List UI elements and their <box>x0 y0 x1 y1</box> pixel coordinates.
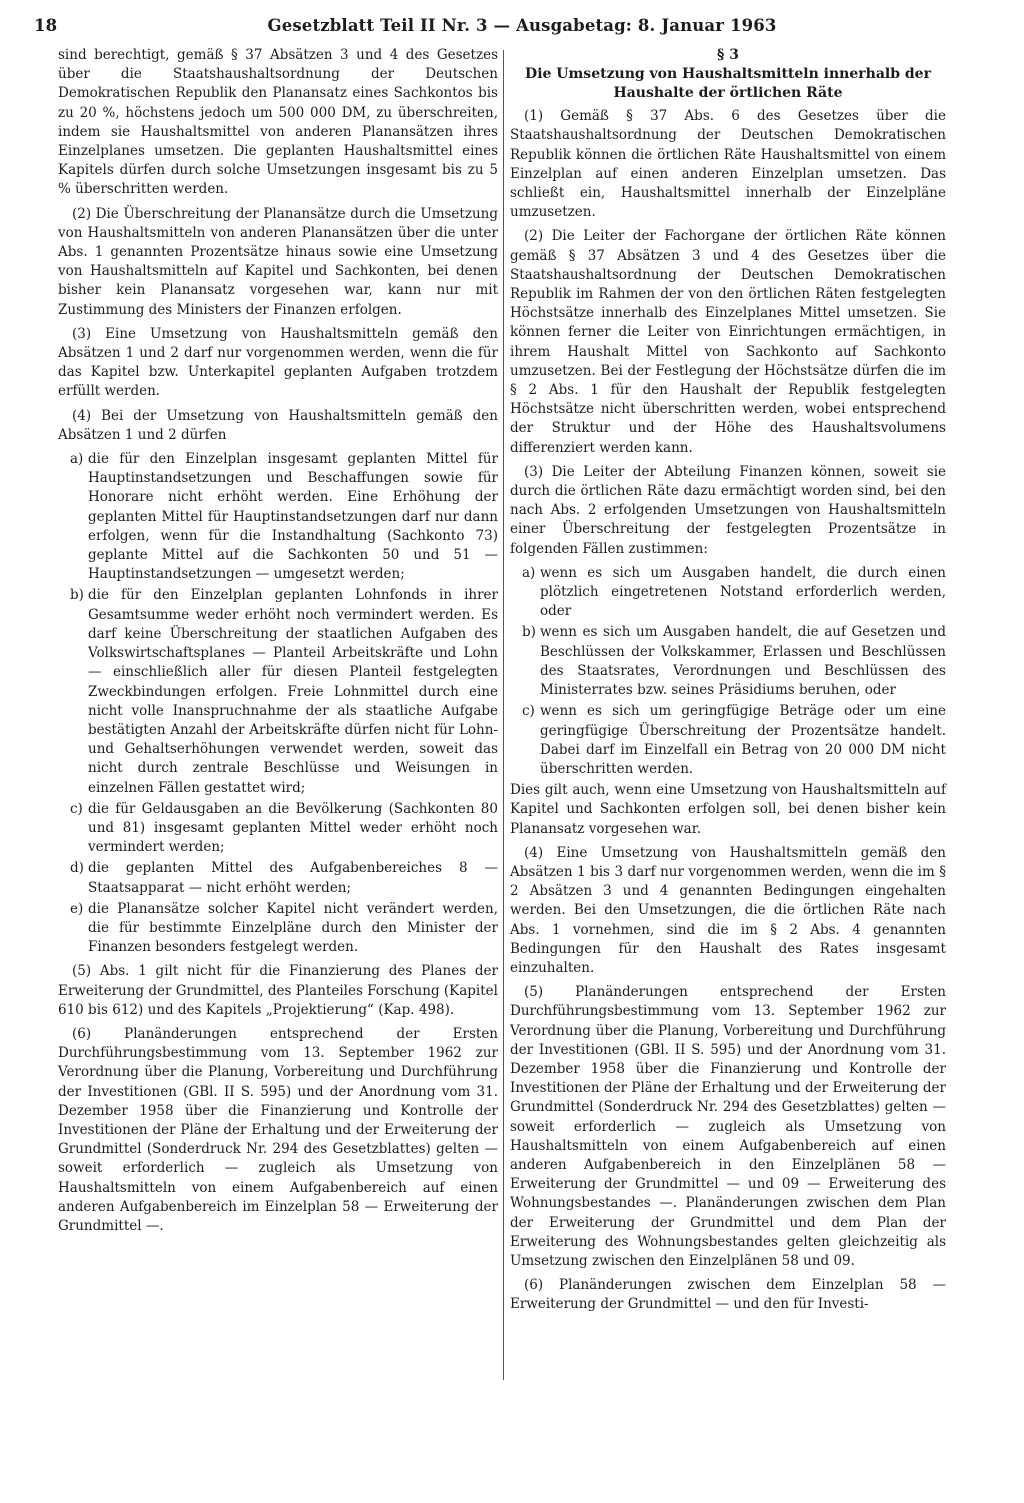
page-number: 18 <box>34 15 58 35</box>
list-text: die geplanten Mittel des Aufgabenbereiches 8 — Staatsapparat — nicht erhöht werden; <box>88 860 498 896</box>
list-label: c) <box>522 703 535 720</box>
list-text: wenn es sich um Ausgaben handelt, die durch einen plötzlich eingetretenen Notstand erforderlich werden, oder <box>540 564 946 620</box>
list-item-a <box>58 450 498 584</box>
list-item-b <box>510 623 946 700</box>
list-text: wenn es sich um geringfügige Beträge oder um eine geringfügige Überschreitung der Prozentsätze handelt. Dabei darf im Einzelfall ein Betrag von 20 000 DM nicht überschritten werden. <box>540 703 946 777</box>
column-divider <box>503 50 504 1380</box>
list-text: wenn es sich um Ausgaben handelt, die auf Gesetzen und Beschlüssen der Volkskammer, Erlassen und Beschlüssen des Staatsrates, Verordnungen und Beschlüssen des Ministerrates bzw. seines Präsidiums beruhen, oder <box>540 624 946 699</box>
paragraph-1-continued: sind berechtigt, gemäß § 37 Absätzen 3 und 4 des Gesetzes über die Staatshaushaltsordnung der Deutschen Demokratischen Republik den Planansatz eines Sachkontos bis zu 20 %, höchstens jedoch um 500 000 DM, zu überschreiten, indem sie Haushaltsmittel von anderen Planansätzen ihres Einzelplanes umsetzen. Die geplanten Haushaltsmittel eines Kapitels dürfen durch solche Umsetzungen insgesamt bis zu 5 % überschritten werden. <box>58 47 498 198</box>
paragraph-3-tail: Dies gilt auch, wenn eine Umsetzung von Haushaltsmitteln auf Kapitel und Sachkonten erfolgen soll, bei denen bisher kein Planansatz vorgesehen war. <box>510 782 946 837</box>
list-label: e) <box>70 900 84 917</box>
left-column <box>58 46 498 1241</box>
list-text: die für Geldausgaben an die Bevölkerung (Sachkonten 80 und 81) insgesamt geplanten Mittel weder erhöht noch vermindert werden; <box>88 800 498 856</box>
running-head: Gesetzblatt Teil II Nr. 3 — Ausgabetag: 8. Januar 1963 <box>267 15 777 35</box>
paragraph-6: (6) Planänderungen entsprechend der Ersten Durchführungsbestimmung vom 13. September 1962 zur Verordnung über die Planung, Vorbereitung und Durchführung der Investitionen (GBl. II S. 595) und der Anordnung vom 31. Dezember 1958 über die Finanzierung und Kontrolle der Investitionen der Pläne der Erhaltung und der Erweiterung der Grundmittel (Sonderdruck Nr. 294 des Gesetzblattes) gelten — soweit erforderlich — zugleich als Umsetzung von Haushaltsmitteln von einem Aufgabenbereich auf einen anderen Aufgabenbereich im Einzelplan 58 — Erweiterung der Grundmittel —. <box>58 1025 498 1234</box>
list-item-c <box>510 702 946 779</box>
list-item-a <box>510 564 946 622</box>
page-header <box>34 10 992 40</box>
section-title: Die Umsetzung von Haushaltsmitteln innerhalb der Haushalte der örtlichen Räte <box>525 66 931 102</box>
list-label: b) <box>70 587 84 604</box>
list-label: b) <box>522 624 536 641</box>
paragraph-5: (5) Abs. 1 gilt nicht für die Finanzierung des Planes der Erweiterung der Grundmittel, des Planteiles Forschung (Kapitel 610 bis 612) und des Kapitels „Projektierung“ (Kap. 498). <box>58 963 498 1018</box>
paragraph-3: (3) Die Leiter der Abteilung Finanzen können, soweit sie durch die örtlichen Räte dazu ermächtigt worden sind, bei den nach Abs. 2 erfolgenden Umsetzungen von Haushaltsmitteln einer Überschreitung der festgelegten Prozentsätze in folgenden Fällen zustimmen: <box>510 463 946 557</box>
paragraph-1: (1) Gemäß § 37 Abs. 6 des Gesetzes über die Staatshaushaltsordnung der Deutschen Demokratischen Republik können die örtlichen Räte Haushaltsmittel von einem Einzelplan auf einen anderen Einzelplan umsetzen. Das schließt ein, Haushaltsmittel innerhalb der Einzelpläne umzusetzen. <box>510 108 946 221</box>
list-text: die für den Einzelplan insgesamt geplanten Mittel für Hauptinstandsetzungen und Beschaffungen sowie für Honorare nicht erhöht werden. Eine Erhöhung der geplanten Mittel für Hauptinstandsetzungen darf nur dann erfolgen, wenn für die Instandhaltung (Sachkonto 73) geplante Mittel auf die Sachkonten 50 und 51 — Hauptinstandsetzungen — umgesetzt werden; <box>88 451 498 583</box>
paragraph-4: (4) Eine Umsetzung von Haushaltsmitteln gemäß den Absätzen 1 bis 3 darf nur vorgenommen werden, wenn die im § 2 Absätzen 3 und 4 genannten Bedingungen eingehalten werden. Bei den Umsetzungen, die die örtlichen Räte nach Abs. 1 vornehmen, sind die im § 2 Abs. 4 genannten Bedingungen für den Haushalt des Rates insgesamt einzuhalten. <box>510 844 946 976</box>
list-label: a) <box>522 564 536 581</box>
right-column <box>510 46 946 1320</box>
section-number: § 3 <box>717 47 739 63</box>
list-text: die Planansätze solcher Kapitel nicht verändert werden, die für bestimmte Einzelpläne durch den Minister der Finanzen besonders festgelegt werden. <box>88 900 498 956</box>
paragraph-3: (3) Eine Umsetzung von Haushaltsmitteln gemäß den Absätzen 1 und 2 darf nur vorgenommen werden, wenn die für das Kapitel bzw. Unterkapitel geplanten Aufgaben trotzdem erfüllt werden. <box>58 325 498 400</box>
list-item-b <box>58 586 498 797</box>
paragraph-5: (5) Planänderungen entsprechend der Ersten Durchführungsbestimmung vom 13. September 1962 zur Verordnung über die Planung, Vorbereitung und Durchführung der Investitionen (GBl. II S. 595) und der Anordnung vom 31. Dezember 1958 über die Finanzierung und Kontrolle der Investitionen der Pläne der Erhaltung und der Erweiterung der Grundmittel (Sonderdruck Nr. 294 des Gesetzblattes) gelten — soweit erforderlich — zugleich als Umsetzung von Haushaltsmitteln von einem Aufgabenbereich auf einen anderen Aufgabenbereich in den Einzelplänen 58 — Erweiterung der Grundmittel — und 09 — Erweiterung des Wohnungsbestandes —. Planänderungen zwischen dem Plan der Erweiterung der Grundmittel und dem Plan der Erweiterung des Wohnungsbestandes gelten gleichzeitig als Umsetzung zwischen den Einzelplänen 58 und 09. <box>510 984 946 1269</box>
list-label: d) <box>70 860 84 877</box>
paragraph-6: (6) Planänderungen zwischen dem Einzelplan 58 — Erweiterung der Grundmittel — und den für Investi- <box>510 1277 946 1313</box>
paragraph-2: (2) Die Überschreitung der Planansätze durch die Umsetzung von Haushaltsmitteln von anderen Planansätzen über die unter Abs. 1 genannten Prozentsätze hinaus sowie eine Umsetzung von Haushaltsmitteln auf Kapitel und Sachkonten, bei denen bisher kein Planansatz vorgesehen war, kann nur mit Zustimmung des Ministers der Finanzen erfolgen. <box>58 205 498 318</box>
paragraph-4: (4) Bei der Umsetzung von Haushaltsmitteln gemäß den Absätzen 1 und 2 dürfen <box>58 407 498 443</box>
list-item-e <box>58 900 498 958</box>
list-text: die für den Einzelplan geplanten Lohnfonds in ihrer Gesamtsumme weder erhöht noch vermindert werden. Es darf keine Überschreitung der staatlichen Aufgaben des Volkswirtschaftsplanes — Planteil Arbeitskräfte und Lohn — einschließlich aller für diesen Planteil festgelegten Zweckbindungen erfolgen. Freie Lohnmittel durch eine nicht volle Inanspruchnahme der als staatliche Aufgabe bestätigten Anzahl der Arbeitskräfte dürfen nicht für Lohn- und Gehaltserhöhungen verwendet werden, soweit das nicht durch zentrale Beschlüsse und Weisungen in einzelnen Fällen gestattet wird; <box>88 587 498 796</box>
list-label: a) <box>70 451 84 468</box>
list-item-c <box>58 800 498 858</box>
list-item-d <box>58 859 498 897</box>
list-label: c) <box>70 800 83 817</box>
paragraph-2: (2) Die Leiter der Fachorgane der örtlichen Räte können gemäß § 37 Absätzen 3 und 4 des Gesetzes über die Staatshaushaltsordnung der Deutschen Demokratischen Republik im Rahmen der von den örtlichen Räten festgelegten Höchstsätze innerhalb des Einzelplanes Mittel umsetzen. Sie können ferner die Leiter von Einrichtungen ermächtigen, in ihrem Haushalt Mittel von Sachkonto auf Sachkonto umzusetzen. Bei der Festlegung der Höchstsätze dürfen die im § 2 Abs. 1 für den Haushalt der Republik festgelegten Höchstsätze nicht überschritten werden, wobei entsprechend der Struktur und der Höhe des Haushaltsvolumens differenziert werden kann. <box>510 228 946 456</box>
